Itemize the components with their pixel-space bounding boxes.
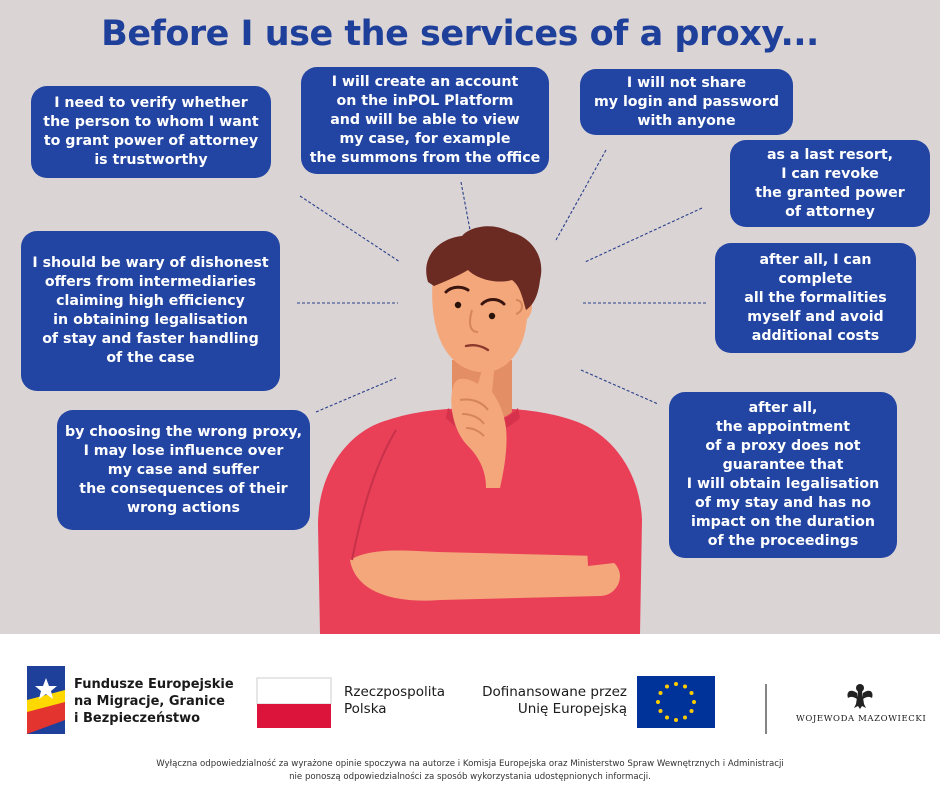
rp-logo-text: Rzeczpospolita Polska: [344, 684, 446, 717]
bubble-wrong: by choosing the wrong proxy, I may lose influence over my case and suffer the consequences of their wrong actions: [57, 410, 310, 530]
bubble-complete: after all, I can complete all the formalities myself and avoid additional costs: [715, 243, 916, 353]
bubble-verify: I need to verify whether the person to whom I want to grant power of attorney is trustworthy: [31, 86, 271, 178]
bubble-revoke: as a last resort, I can revoke the granted power of attorney: [730, 140, 930, 227]
eu-logo-text: Dofinansowane przez Unię Europejską: [482, 684, 627, 717]
bubble-appointment: after all, the appointment of a proxy does not guarantee that I will obtain legalisation of my stay and has no impact on the duration of the proceedings: [669, 392, 897, 558]
page-title: Before I use the services of a proxy...: [101, 14, 819, 54]
fund-logo-text: Fundusze Europejskie na Migracje, Granice i Bezpieczeństwo: [74, 677, 234, 726]
bubble-dishonest: I should be wary of dishonest offers from intermediaries claiming high efficiency in obtaining legalisation of stay and faster handling of the case: [21, 231, 280, 391]
wojewoda-logo-text: WOJEWODA MAZOWIECKI: [796, 714, 927, 724]
disclaimer: Wyłączna odpowiedzialność za wyrażone opinie spoczywa na autorze i Komisja Europejska oraz Ministerstwo Spraw Wewnętrznych i Administracji nie ponoszą odpowiedzialności za sposób wykorzystania udostępnionych informacji.: [156, 759, 784, 782]
bubble-share: I will not share my login and password with anyone: [580, 69, 793, 135]
bubble-account: I will create an account on the inPOL Platform and will be able to view my case, for example the summons from the office: [301, 67, 549, 174]
